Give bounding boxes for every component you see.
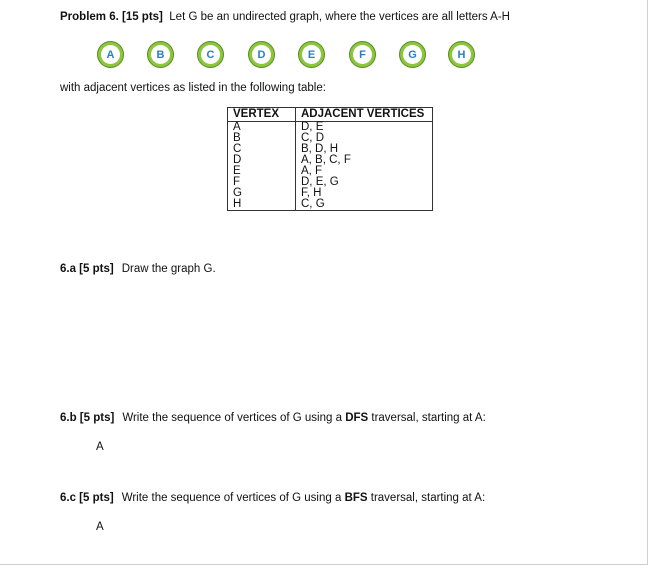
adjacent-cell: C, D [296,133,433,144]
vertex-node [399,41,426,68]
problem-heading [60,11,510,23]
vertex-node [349,41,376,68]
vertex-node [147,41,174,68]
vertex-node [248,41,275,68]
question-label: 6.c [5 pts] [60,492,114,504]
adjacent-cell: D, E [296,122,433,134]
adjacency-table [227,107,433,211]
intro-text: with adjacent vertices as listed in the following table: [60,82,326,94]
adjacent-cell: A, F [296,166,433,177]
vertex-cell: A [228,122,296,134]
table-row [228,177,433,188]
vertex-label: G [403,45,422,64]
question-method: BFS [344,492,368,504]
question-text-after: traversal, starting at A: [367,492,486,504]
vertex-node [197,41,224,68]
vertex-label: H [452,45,471,64]
question-label: 6.a [5 pts] [60,263,114,275]
question-6a [60,263,216,275]
answer-6b: A [96,441,104,453]
answer-6c: A [96,521,104,533]
header-vertex: VERTEX [228,108,296,122]
question-method: DFS [345,412,369,424]
table-header-row [228,108,433,122]
question-text: Draw the graph G. [121,263,216,275]
vertex-label: E [302,45,321,64]
table-row [228,155,433,166]
table-row [228,199,433,211]
question-label: 6.b [5 pts] [60,412,115,424]
table-row [228,122,433,134]
problem-label: Problem 6. [15 pts] [60,11,163,23]
question-6b [60,412,486,424]
adjacent-cell: F, H [296,188,433,199]
vertex-cell: F [228,177,296,188]
vertex-cell: D [228,155,296,166]
vertex-cell: C [228,144,296,155]
table-row [228,188,433,199]
question-text-after: traversal, starting at A: [368,412,486,424]
adjacent-cell: B, D, H [296,144,433,155]
vertex-label: F [353,45,372,64]
question-text-before: Write the sequence of vertices of G using a [121,492,345,504]
vertex-label: B [151,45,170,64]
vertex-label: A [101,45,120,64]
question-6c [60,492,485,504]
adjacent-cell: A, B, C, F [296,155,433,166]
vertex-cell: G [228,188,296,199]
adjacent-cell: D, E, G [296,177,433,188]
vertex-cell: B [228,133,296,144]
vertex-label: D [252,45,271,64]
adjacent-cell: C, G [296,199,433,211]
question-text-before: Write the sequence of vertices of G using a [122,412,346,424]
vertex-node [448,41,475,68]
header-adjacent: ADJACENT VERTICES [296,108,433,122]
problem-text: Let G be an undirected graph, where the vertices are all letters A-H [169,11,510,23]
vertex-label: C [201,45,220,64]
vertex-row [97,41,477,71]
vertex-node [298,41,325,68]
vertex-node [97,41,124,68]
vertex-cell: E [228,166,296,177]
vertex-cell: H [228,199,296,211]
